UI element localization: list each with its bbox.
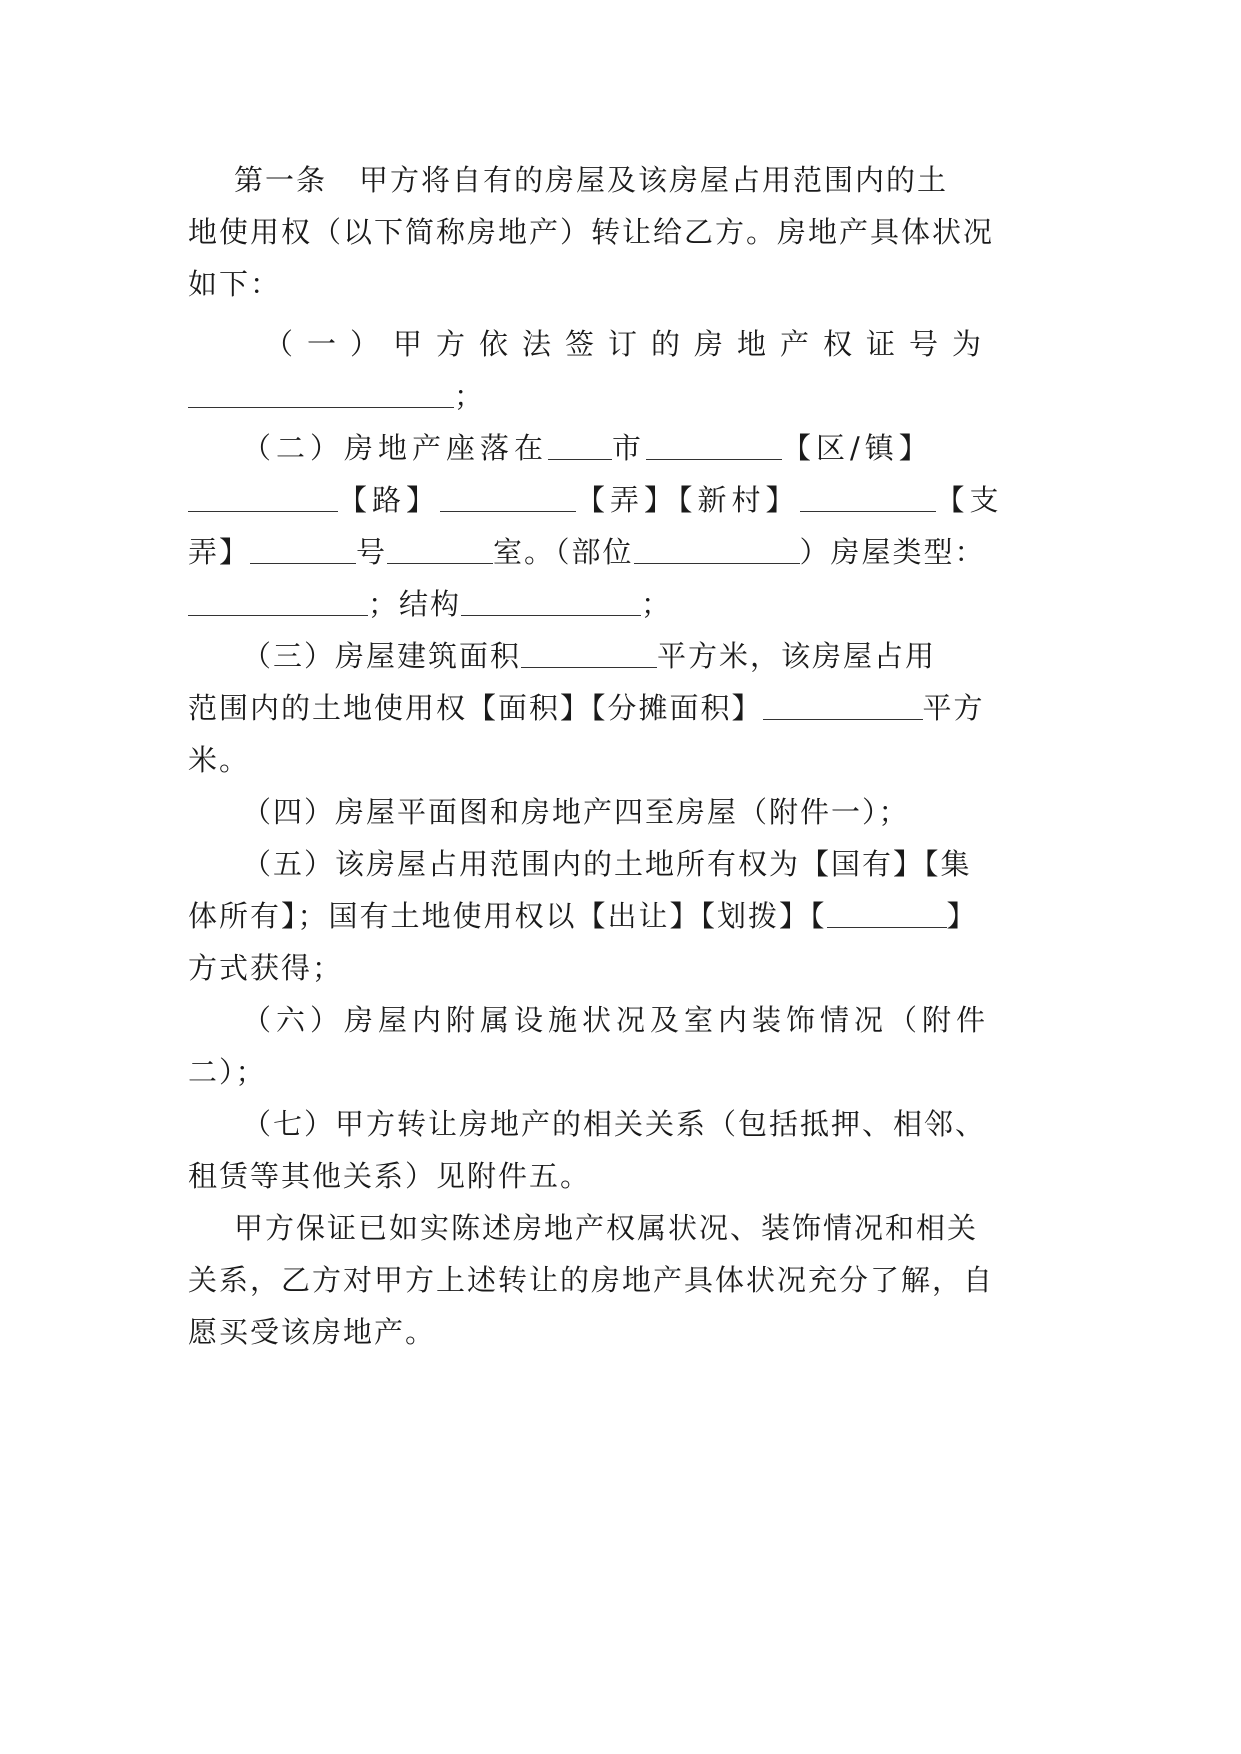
article-intro-text: 甲方将自有的房屋及该房屋占用范围内的土	[359, 163, 949, 197]
land-right-bracket: 】	[946, 899, 978, 933]
item-one-end: ；	[454, 379, 486, 413]
land-area-unit: 平方	[922, 691, 985, 725]
road-label: 【路】	[338, 483, 441, 517]
district-blank[interactable]	[646, 431, 782, 460]
item-one-line-1: （一）甲方依法签订的房地产权证号为	[264, 327, 996, 361]
city-label: 市	[612, 431, 647, 465]
district-label: 【区/镇】	[782, 431, 933, 465]
item-three-line-3: 米。	[188, 743, 251, 777]
room-blank[interactable]	[387, 535, 493, 564]
building-area-label: （三）房屋建筑面积	[242, 639, 522, 673]
house-type-label: ）房屋类型：	[799, 535, 986, 569]
item-seven-line-1: （七）甲方转让房地产的相关关系（包括抵押、相邻、	[242, 1107, 987, 1141]
item-six-line-1: （六）房屋内附属设施状况及室内装饰情况（附件	[242, 1003, 991, 1037]
structure-blank[interactable]	[461, 587, 641, 616]
number-label: 号	[356, 535, 388, 569]
item-six-line-2: 二）；	[188, 1055, 267, 1089]
certificate-number-blank[interactable]	[188, 379, 454, 408]
structure-end: ；	[641, 587, 673, 621]
land-area-blank[interactable]	[763, 691, 923, 720]
item-three-line-2	[188, 688, 985, 728]
item-five-line-2	[188, 896, 978, 936]
branch-lane-blank[interactable]	[800, 483, 936, 512]
position-blank[interactable]	[634, 535, 800, 564]
lane-label: 【弄】【新村】	[576, 483, 800, 517]
item-four-line: （四）房屋平面图和房地产四至房屋（附件一）；	[242, 795, 910, 829]
item-three-line-1	[242, 636, 936, 676]
city-blank[interactable]	[548, 431, 612, 460]
item-two-line-4	[188, 584, 672, 624]
branch-lane-label-end: 弄】	[188, 535, 251, 569]
land-right-label: 体所有】；国有土地使用权以【出让】【划拨】【	[188, 899, 827, 933]
article-first-line	[234, 160, 948, 200]
closing-line-3: 愿买受该房地产。	[188, 1315, 437, 1349]
article-intro-line-3: 如下：	[188, 267, 282, 301]
branch-lane-label: 【支	[935, 483, 1004, 517]
item-two-line-3	[188, 532, 986, 572]
closing-line-2: 关系，乙方对甲方上述转让的房地产具体状况充分了解，自	[188, 1263, 995, 1297]
item-one-line-2	[188, 376, 485, 416]
number-blank[interactable]	[250, 535, 356, 564]
item-five-line-3: 方式获得；	[188, 951, 344, 985]
building-area-blank[interactable]	[521, 639, 657, 668]
house-type-blank[interactable]	[188, 587, 368, 616]
item-seven-line-2: 租赁等其他关系）见附件五。	[188, 1159, 592, 1193]
structure-label: ；结构	[368, 587, 462, 621]
closing-line-1: 甲方保证已如实陈述房地产权属状况、装饰情况和相关	[234, 1211, 979, 1245]
item-two-line-2	[188, 480, 1004, 520]
item-two-label: （二）房地产座落在	[242, 431, 549, 465]
land-area-label: 范围内的土地使用权【面积】【分摊面积】	[188, 691, 763, 725]
building-area-unit: 平方米，该房屋占用	[657, 639, 937, 673]
lane-blank[interactable]	[440, 483, 576, 512]
article-intro-line-2: 地使用权（以下简称房地产）转让给乙方。房地产具体状况	[188, 215, 995, 249]
item-two-line-1	[242, 428, 933, 468]
acquisition-method-blank[interactable]	[827, 899, 947, 928]
road-blank[interactable]	[188, 483, 338, 512]
article-heading: 第一条	[234, 163, 328, 197]
item-five-line-1: （五）该房屋占用范围内的土地所有权为【国有】【集	[242, 847, 972, 881]
room-label: 室。（部位	[493, 535, 634, 569]
